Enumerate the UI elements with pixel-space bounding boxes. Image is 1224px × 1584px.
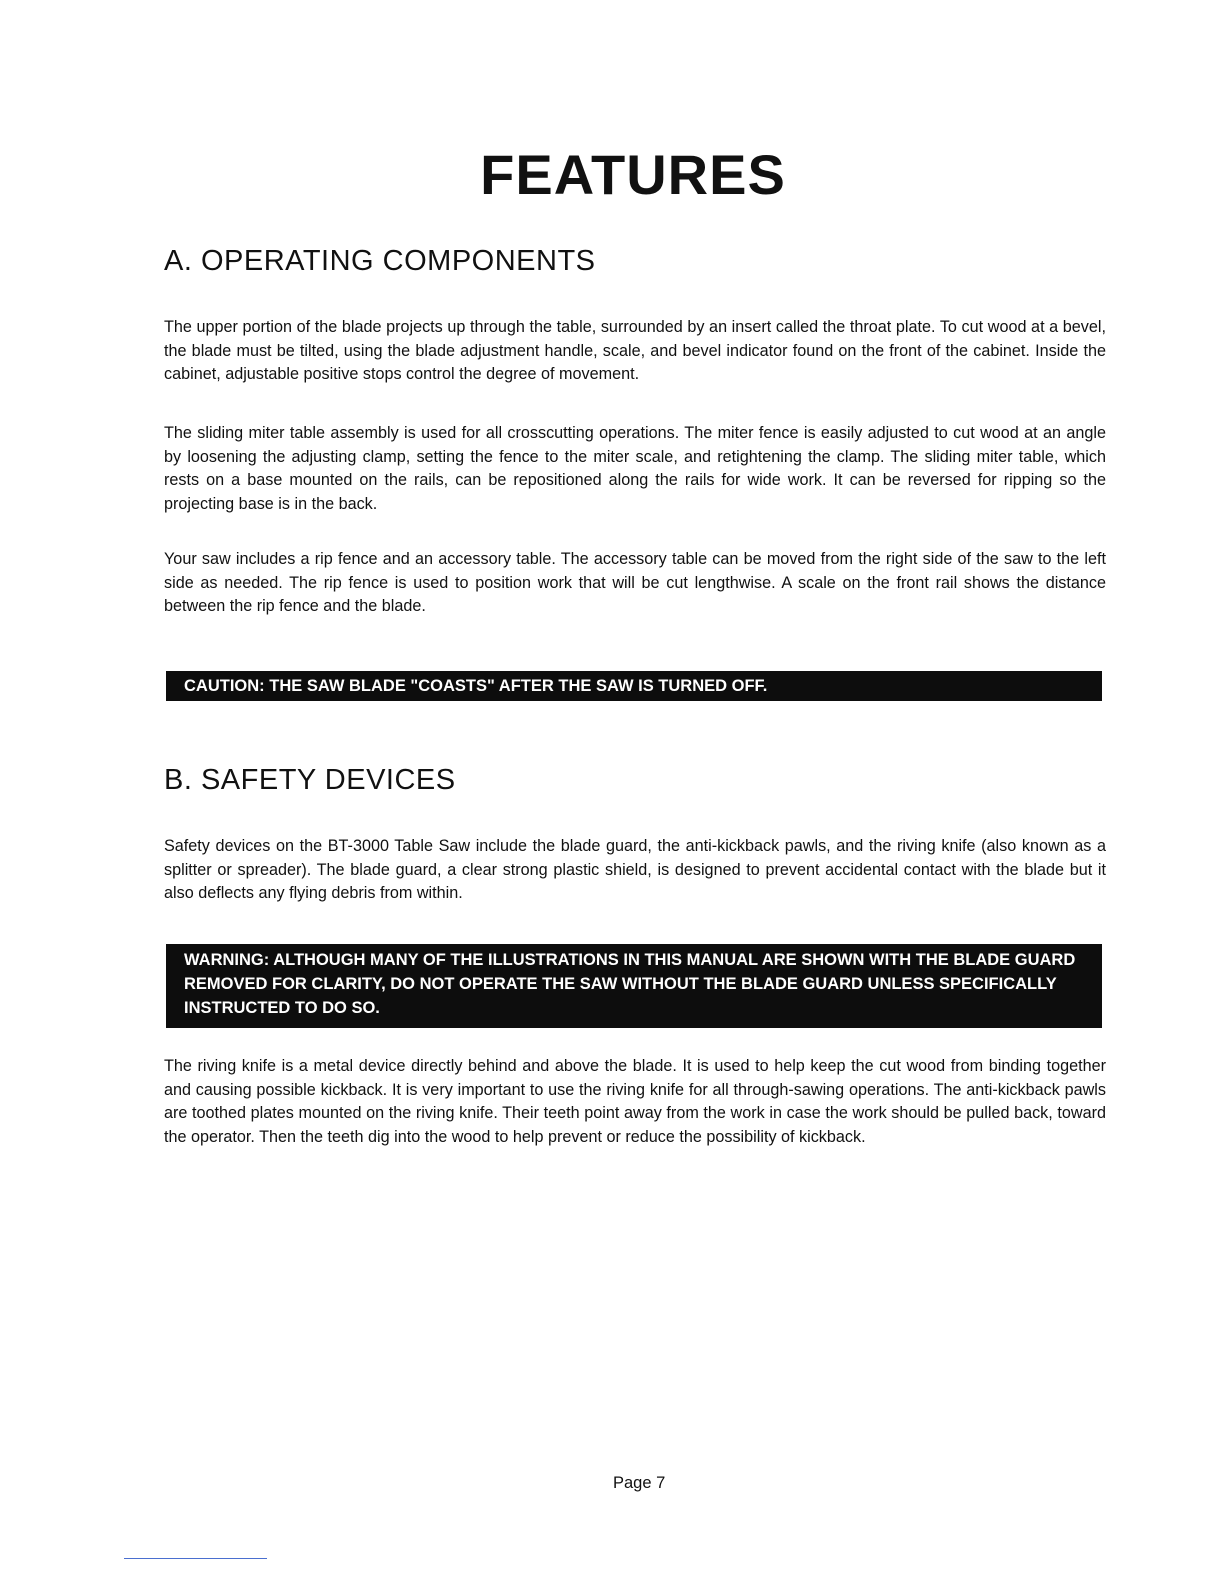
- page-number: Page 7: [613, 1474, 666, 1492]
- paragraph-miter-table: The sliding miter table assembly is used for all crosscutting operations. The miter fence is easily adjusted to cut wood at an angle by loosening the adjusting clamp, setting the fence to the miter scale, and retightening the clamp. The sliding miter table, which rests on a base mounted on the rails, can be repositioned along the rails for wide work. It can be reversed for ripping so the projecting base is in the back.: [164, 424, 1106, 513]
- paragraph-throat-plate: The upper portion of the blade projects up through the table, surrounded by an insert called the throat plate. To cut wood at a bevel, the blade must be tilted, using the blade adjustment handle, scale, and bevel indicator found on the front of the cabinet. Inside the cabinet, adjustable positive stops control the degree of movement.: [164, 318, 1106, 383]
- paragraph-riving-knife: The riving knife is a metal device directly behind and above the blade. It is used to help keep the cut wood from binding together and causing possible kickback. It is very important to use the riving knife for all through-sawing operations. The anti-kickback pawls are toothed plates mounted on the riving knife. Their teeth point away from the work in case the work should be pulled back, toward the operator. Then the teeth dig into the wood to help prevent or reduce the possibility of kickback.: [164, 1057, 1106, 1146]
- footer-rule: [124, 1558, 267, 1559]
- section-heading-safety-devices: B. SAFETY DEVICES: [164, 764, 456, 796]
- paragraph-rip-fence: Your saw includes a rip fence and an accessory table. The accessory table can be moved from the right side of the saw to the left side as needed. The rip fence is used to position work that will be cut lengthwise. A scale on the front rail shows the distance between the rip fence and the blade.: [164, 550, 1106, 615]
- page-title: FEATURES: [480, 143, 786, 206]
- section-heading-operating-components: A. OPERATING COMPONENTS: [164, 245, 596, 277]
- warning-banner: WARNING: ALTHOUGH MANY OF THE ILLUSTRATIONS IN THIS MANUAL ARE SHOWN WITH THE BLADE GUARD REMOVED FOR CLARITY, DO NOT OPERATE THE SAW WITHOUT THE BLADE GUARD UNLESS SPECIFICALLY INSTRUCTED TO DO SO.: [166, 944, 1102, 1028]
- paragraph-safety-devices: Safety devices on the BT-3000 Table Saw include the blade guard, the anti-kickback pawls, and the riving knife (also known as a splitter or spreader). The blade guard, a clear strong plastic shield, is designed to prevent accidental contact with the blade but it also deflects any flying debris from within.: [164, 837, 1106, 902]
- caution-banner: CAUTION: THE SAW BLADE "COASTS" AFTER THE SAW IS TURNED OFF.: [166, 671, 1102, 701]
